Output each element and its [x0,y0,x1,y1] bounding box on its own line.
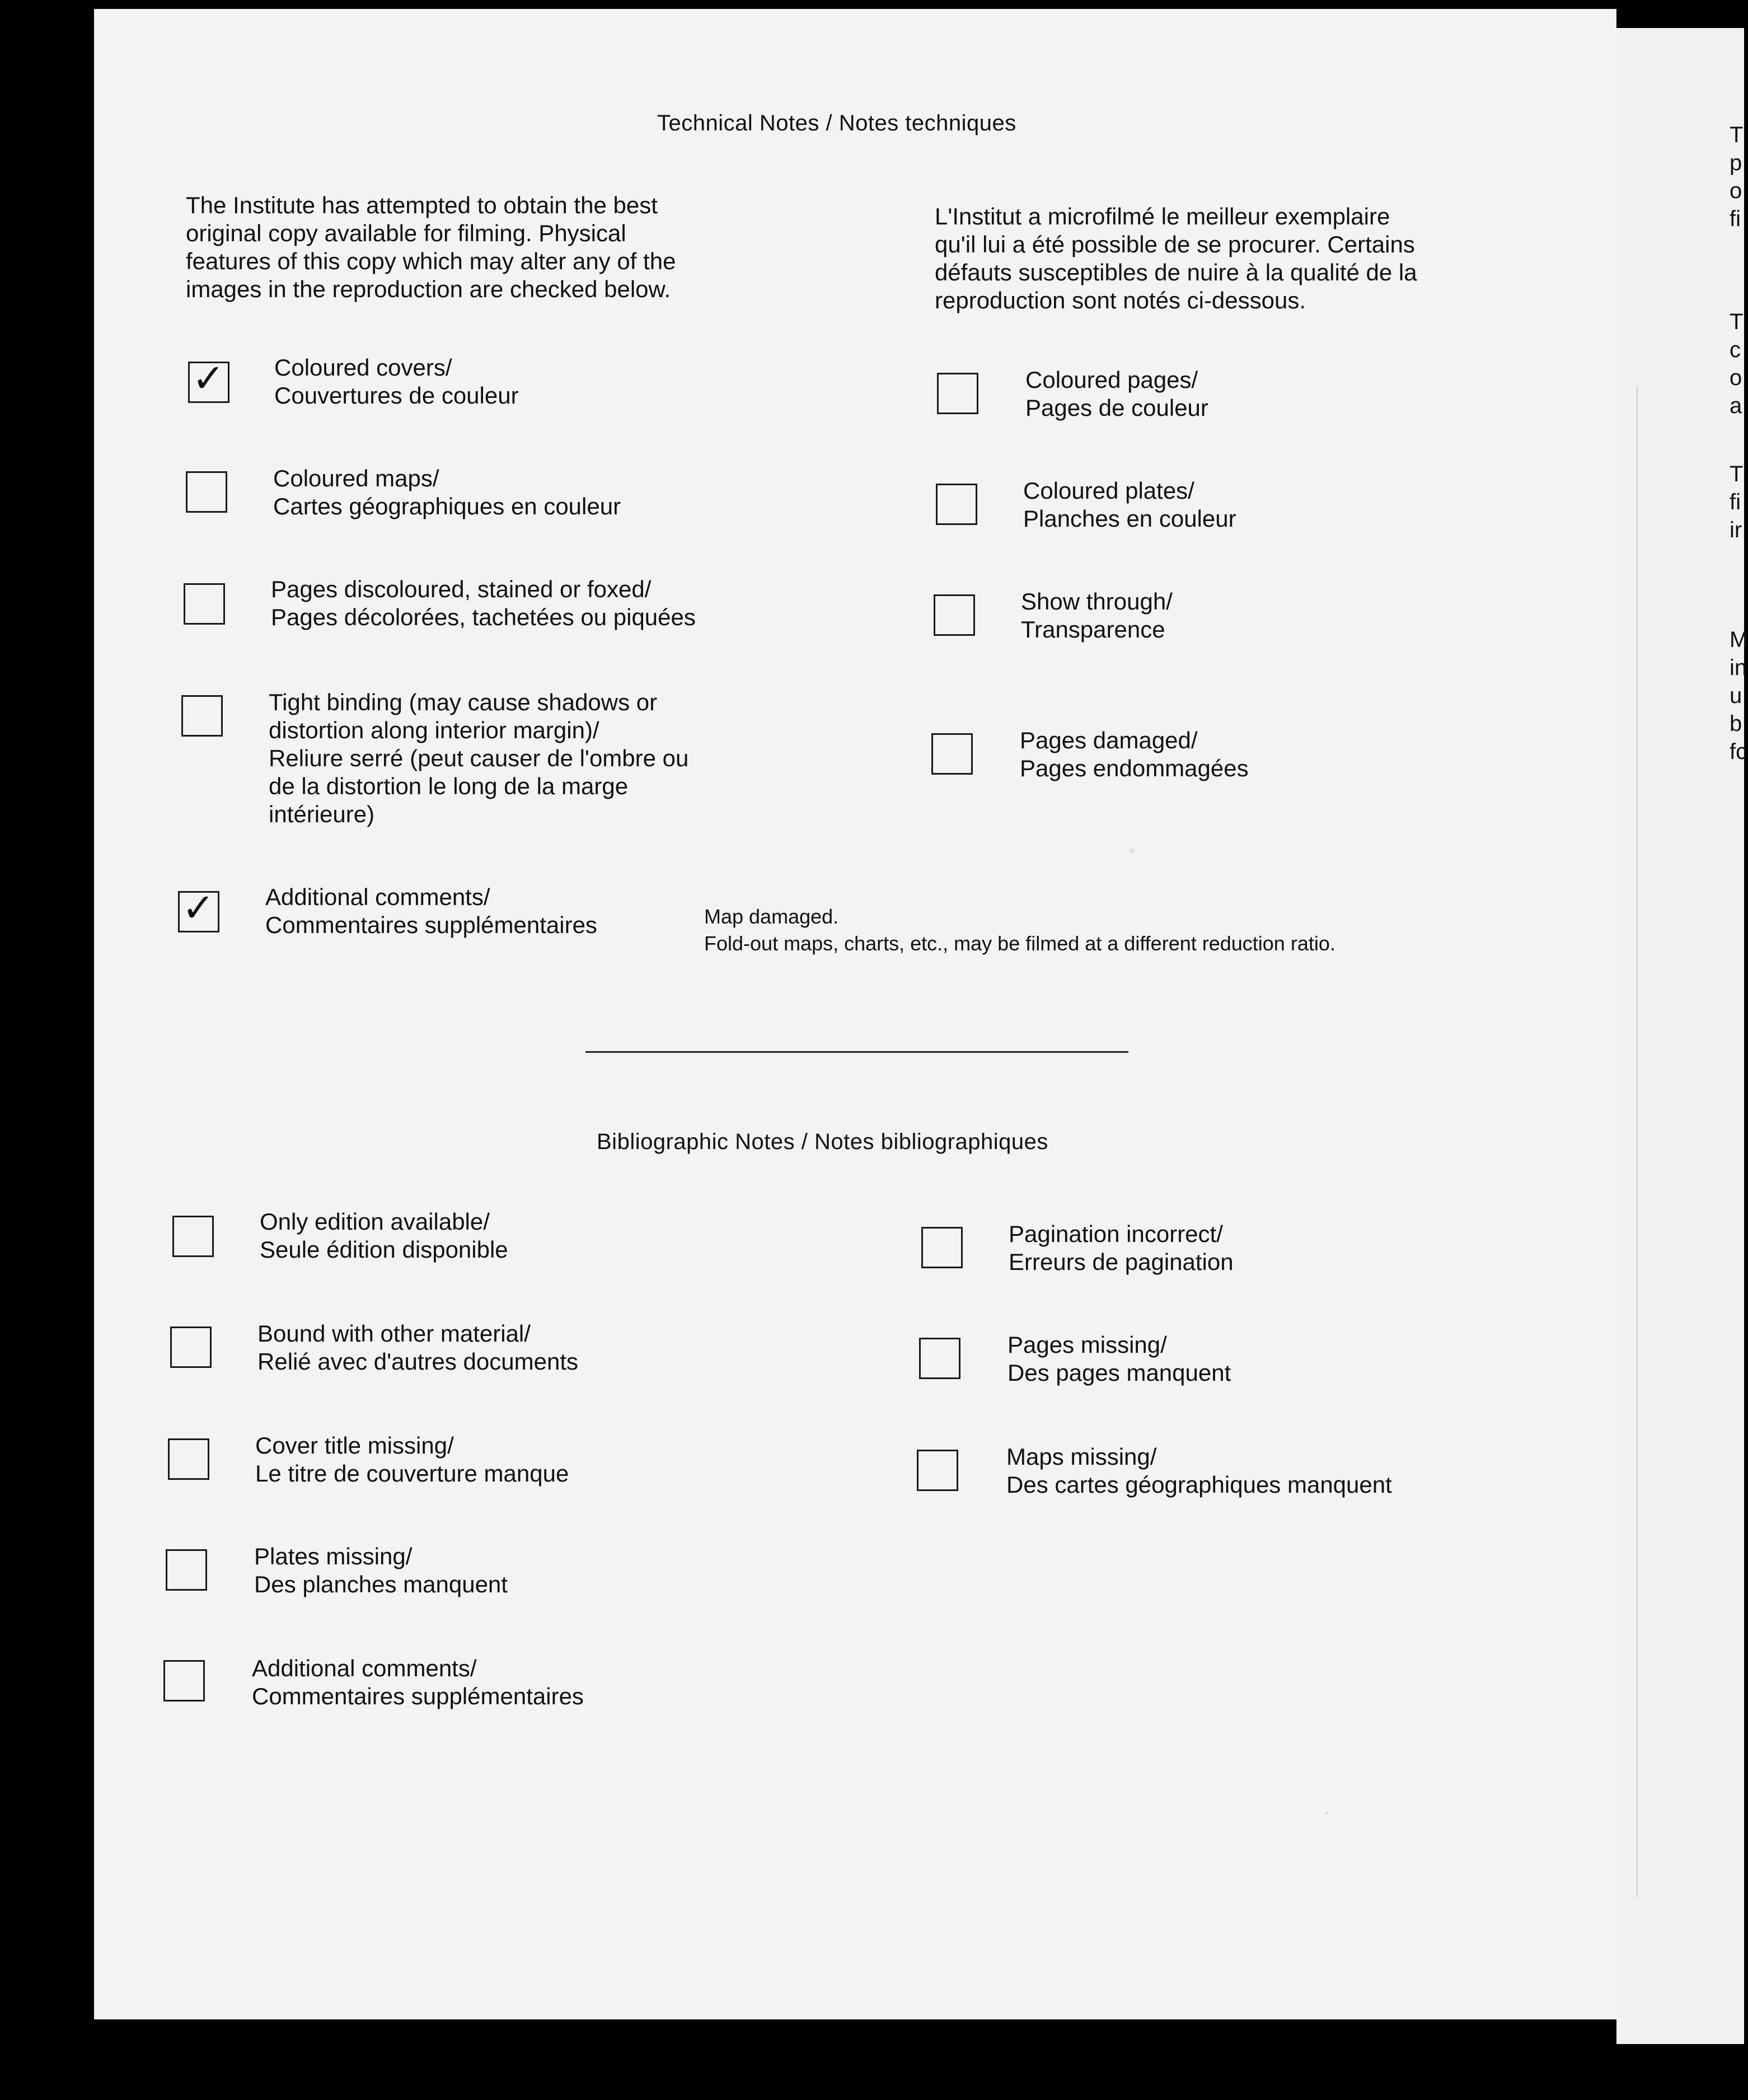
maps-missing-label: Maps missing/ Des cartes géographiques manquent [1006,1443,1392,1498]
only-edition-checkbox[interactable] [172,1216,214,1257]
intro-french: L'Institut a microfilmé le meilleur exemplaire qu'il lui a été possible de se procurer. Certains défauts susceptibles de nuire à la qualité de la reproduction sont notés ci-dessous. [935,203,1417,313]
adjacent-page-text: T [1730,462,1744,486]
tight-binding-label: Tight binding (may cause shadows or distortion along interior margin)/ Reliure serré (peut causer de l'ombre ou de la distortion le long de la marge intérieure) [269,689,689,827]
adjacent-page-text: ir [1730,518,1742,542]
cover-title-missing-label: Cover title missing/ Le titre de couverture manque [255,1432,569,1487]
coloured-covers-label: Coloured covers/ Couvertures de couleur [274,354,519,409]
additional-comments-checkbox[interactable] [178,885,219,932]
coloured-plates-checkbox[interactable] [936,484,977,525]
adjacent-page-text: T [1730,310,1744,334]
check-mark-icon: ✓ [182,885,215,931]
adjacent-page-text: u [1730,683,1742,708]
additional-comments-label: Additional comments/ Commentaires supplémentaires [265,884,597,938]
pages-missing-checkbox[interactable] [919,1338,960,1379]
adjacent-page-text: p [1730,151,1742,175]
only-edition-label: Only edition available/ Seule édition disponible [260,1208,508,1263]
plates-missing-label: Plates missing/ Des planches manquent [254,1543,508,1597]
pagination-incorrect-checkbox[interactable] [921,1227,963,1268]
pagination-incorrect-label: Pagination incorrect/ Erreurs de pagination [1009,1221,1234,1275]
coloured-pages-label: Coloured pages/ Pages de couleur [1025,367,1208,421]
bibliographic-notes-title: Bibliographic Notes / Notes bibliographiques [597,1129,1048,1154]
tight-binding-checkbox[interactable] [181,695,223,737]
pages-damaged-checkbox[interactable] [931,733,973,775]
coloured-plates-label: Coloured plates/ Planches en couleur [1023,477,1236,532]
adjacent-page-text: o [1730,179,1742,203]
section-divider [585,1051,1128,1053]
pages-discoloured-label: Pages discoloured, stained or foxed/ Pages décolorées, tachetées ou piquées [271,576,696,630]
intro-english: The Institute has attempted to obtain the best original copy available for filming. Physical features of this copy which may alter any of the images in the reproduction are checked below. [186,192,676,302]
cover-title-missing-checkbox[interactable] [168,1438,209,1480]
adjacent-page-text: c [1730,337,1741,362]
plates-missing-checkbox[interactable] [166,1549,207,1591]
adjacent-page-text: a [1730,393,1742,418]
bib-additional-comments-checkbox[interactable] [163,1660,205,1701]
adjacent-page-text: b [1730,711,1742,736]
adjacent-page-text: o [1730,365,1742,390]
adjacent-page-fragment [1616,28,1744,2044]
adjacent-page-text: fi [1730,490,1741,514]
maps-missing-checkbox[interactable] [917,1450,958,1491]
coloured-maps-label: Coloured maps/ Cartes géographiques en couleur [273,465,621,519]
adjacent-page-text: T [1730,123,1744,147]
scan-speck [1130,849,1134,853]
coloured-pages-checkbox[interactable] [937,373,978,414]
bound-with-label: Bound with other material/ Relié avec d'autres documents [257,1320,578,1375]
document-page [94,9,1616,2019]
show-through-label: Show through/ Transparence [1021,588,1173,643]
adjacent-page-text: in [1730,655,1747,680]
coloured-covers-checkbox[interactable] [188,355,229,403]
adjacent-page-text: fc [1730,739,1747,764]
coloured-maps-checkbox[interactable] [186,471,227,513]
technical-notes-title: Technical Notes / Notes techniques [657,111,1016,135]
page-gutter [1637,386,1638,1897]
additional-comments-text: Map damaged. Fold-out maps, charts, etc., may be filmed at a different reduction ratio. [704,905,1335,955]
adjacent-page-text: M [1730,627,1748,652]
pages-damaged-label: Pages damaged/ Pages endommagées [1020,727,1249,781]
show-through-checkbox[interactable] [934,594,975,636]
pages-missing-label: Pages missing/ Des pages manquent [1007,1332,1231,1386]
check-mark-icon: ✓ [192,355,225,401]
adjacent-page-text: fi [1730,207,1741,231]
scan-speck [1325,1811,1329,1815]
bib-additional-comments-label: Additional comments/ Commentaires supplémentaires [252,1655,584,1709]
bound-with-checkbox[interactable] [170,1326,212,1368]
pages-discoloured-checkbox[interactable] [184,583,225,625]
